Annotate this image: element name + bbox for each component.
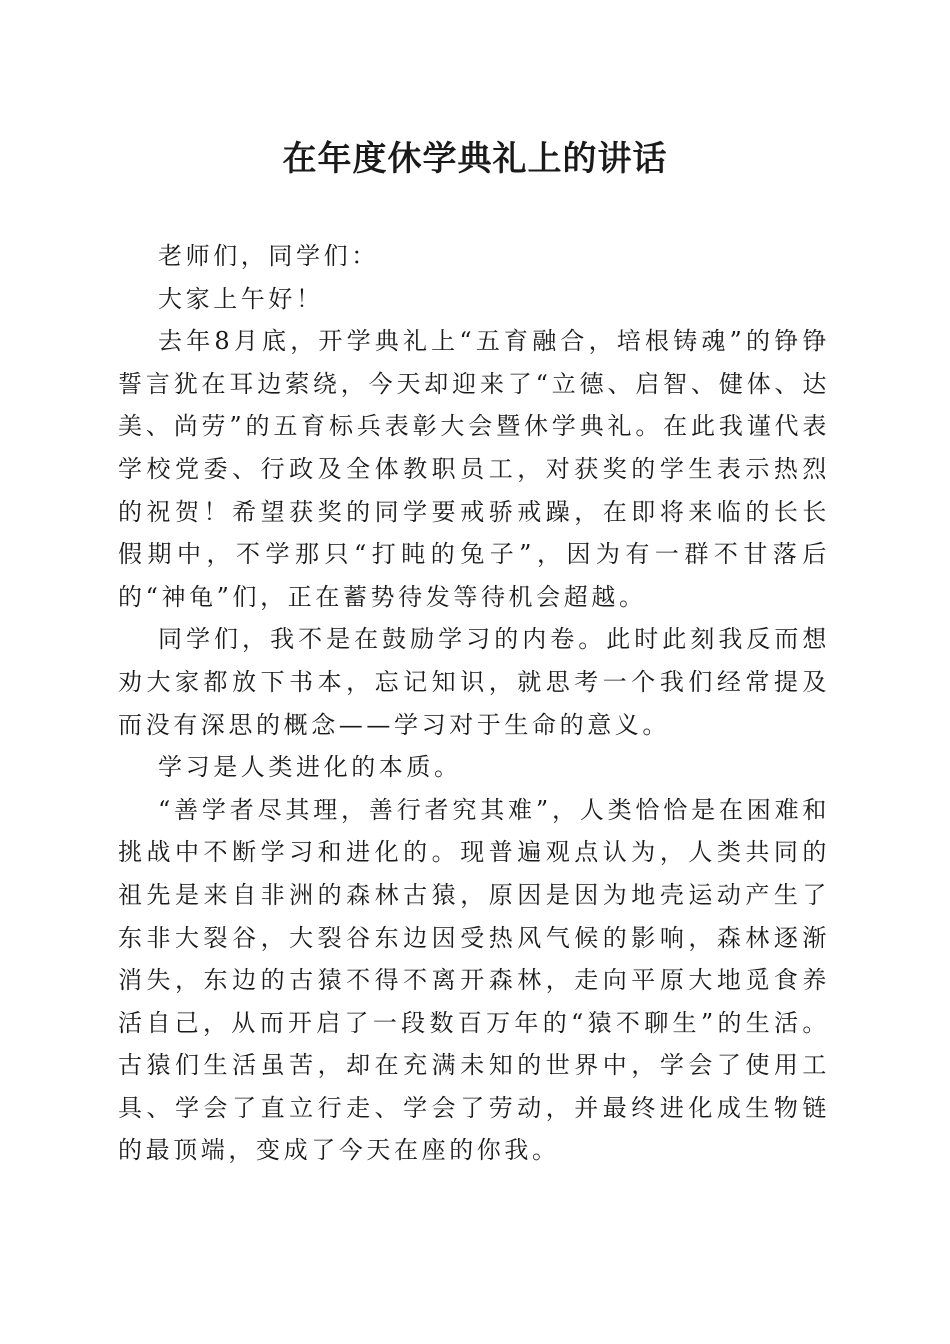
paragraph-evolution-heading: 学习是人类进化的本质。 — [158, 753, 462, 782]
paragraph-greeting: 老师们，同学们： — [158, 242, 379, 270]
document-body — [118, 235, 830, 1172]
document-title: 在年度休学典礼上的讲话 — [282, 139, 668, 179]
paragraph-salutation: 大家上午好！ — [158, 284, 324, 313]
paragraph-opening: 去年8月底，开学典礼上“五育融合，培根铸魂”的铮铮誓言犹在耳边萦绕，今天却迎来了“立德、启智、健体、达美、尚劳”的五育标兵表彰大会暨休学典礼。在此我谨代表学校党委、行政及全体教职员工，对获奖的学生表示热烈的祝贺！希望获奖的同学要戒骄戒躁，在即将来临的长长假期中，不学那只“打盹的兔子”，因为有一群不甘落后的“神龟”们，正在蓄势待发等待机会超越。 — [118, 327, 830, 611]
paragraph-evolution-story: “善学者尽其理，善行者究其难”，人类恰恰是在困难和挑战中不断学习和进化的。现普遍观点认为，人类共同的祖先是来自非洲的森林古猿，原因是因为地壳运动产生了东非大裂谷，大裂谷东边因受热风气候的影响，森林逐渐消失，东边的古猿不得不离开森林，走向平原大地觅食养活自己，从而开启了一段数百万年的“猿不聊生”的生活。古猿们生活虽苦，却在充满未知的世界中，学会了使用工具、学会了直立行走、学会了劳动，并最终进化成生物链的最顶端，变成了今天在座的你我。 — [118, 795, 830, 1165]
paragraph-learning-meaning: 同学们，我不是在鼓励学习的内卷。此时此刻我反而想劝大家都放下书本，忘记知识，就思考一个我们经常提及而没有深思的概念——学习对于生命的意义。 — [118, 625, 830, 739]
